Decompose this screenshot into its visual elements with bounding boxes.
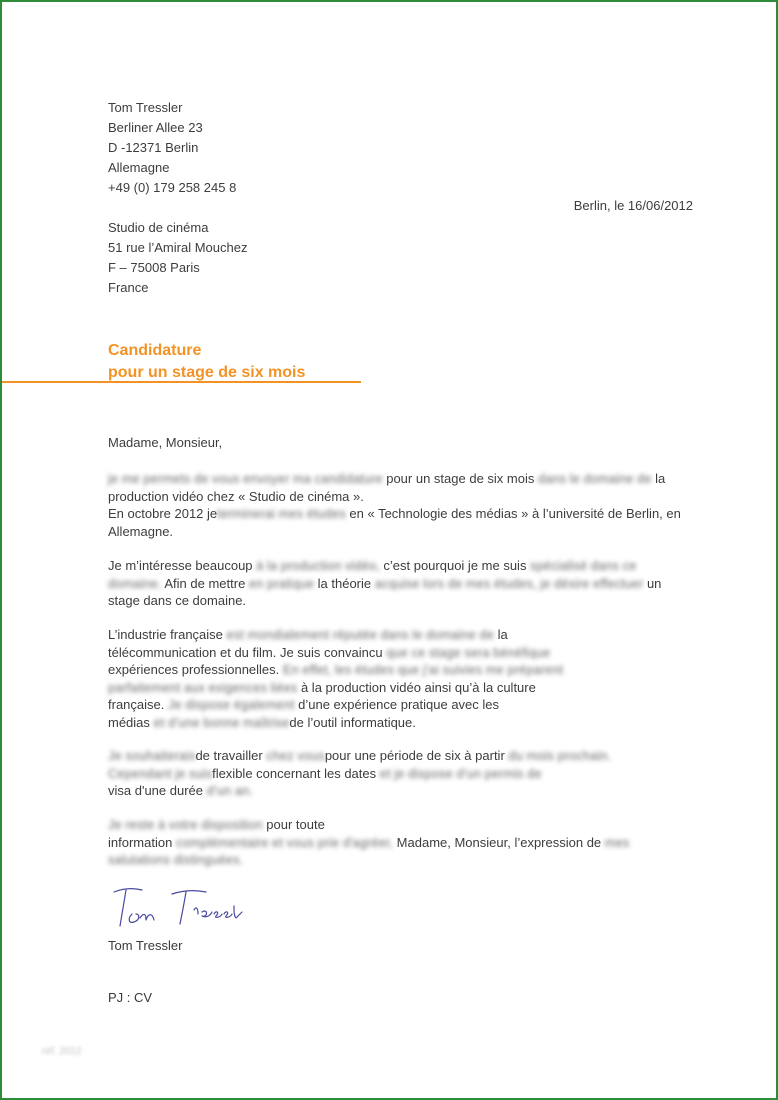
enclosure-note: PJ : CV [108,990,153,1005]
p3-text-e: à la production vidéo ainsi qu’à la culture [300,679,536,695]
p3-text-i: de l’outil informatique. [289,714,416,730]
p1-text-a: pour un stage de six mois [386,471,535,486]
p3-text-c: télécommunication et du film. Je suis convaincu [108,644,383,660]
recipient-address [108,218,247,298]
footer-watermark: ref. 2012 [42,1046,82,1057]
recipient-street: 51 rue l’Amiral Mouchez [108,240,248,255]
handwritten-signature [110,884,245,932]
p5-text-b: information [108,834,173,850]
p2-text-d: la théorie [317,575,372,591]
sender-street: Berliner Allee 23 [108,120,203,135]
paragraph-3: L’industrie française est mondialement réputée dans le domaine de la télécommunication et du film. Je suis convaincu que ce stage sera bénéfique expériences professionnelles. En effet, les études que j’ai suivies me préparent parfaitement aux exigences liées à la production vidéo ainsi qu’à la culture française. Je dispose également d’une expérience pratique avec les médias et d’une bonne maîtrisede l’outil informatique. [108,627,564,730]
p2-text-b: c’est pourquoi je me suis [383,558,527,573]
recipient-name: Studio de cinéma [108,220,209,235]
letter-date: Berlin, le 16/06/2012 [573,198,693,213]
p5-text-a: pour toute [266,817,325,832]
p1-text-d: En octobre 2012 je [108,506,218,521]
p2-text-a: Je m’intéresse beaucoup [108,558,253,573]
p3-text-h: médias [108,714,150,730]
p2-text-f: stage dans ce domaine. [108,593,247,608]
p1-text-c: production vidéo chez « Studio de cinéma ». [108,488,364,504]
sender-phone: +49 (0) 179 258 245 8 [108,180,237,195]
p3-text-a: L’industrie française [108,627,223,642]
p1-text-e: en « Technologie des médias » à l’université de Berlin, en [349,506,681,521]
paragraph-1: je me permets de vous envoyer ma candidature pour un stage de six mois dans le domaine de la production vidéo chez « Studio de cinéma ». En octobre 2012 jeterminerai mes études en « Technologie des médias » à l’université de Berlin, en Allemagne. [108,471,681,539]
signature-name: Tom Tressler [108,938,183,953]
p3-text-d: expériences professionnelles. [108,662,280,677]
p2-text-c: Afin de mettre [164,575,246,591]
p3-text-g: d’une expérience pratique avec les [298,697,500,712]
subject-line-1: Candidature [108,342,202,359]
p2-text-e: un [646,575,662,591]
sender-country: Allemagne [108,160,170,175]
p3-text-f: française. [108,697,165,712]
paragraph-4: Je souhaiteraisde travailler chez vouspour une période de six à partir du mois prochain. Cependant je suisflexible concernant les dates et je dispose d’un permis de visa d'une durée d’un an. [108,748,612,798]
sender-address [108,98,236,198]
sender-name: Tom Tressler [108,100,183,115]
subject-underline [2,381,361,383]
recipient-country: France [108,280,149,295]
p3-text-b: la [497,627,508,642]
paragraph-5: Je reste à votre disposition pour toute information complémentaire et vous prie d'agréer, Madame, Monsieur, l’expression de mes salutations distinguées. [108,817,630,867]
sender-city: D -12371 Berlin [108,140,199,155]
subject-heading [108,340,305,384]
recipient-city: F – 75008 Paris [108,260,200,275]
p4-text-b: pour une période de six à partir [324,748,505,763]
salutation: Madame, Monsieur, [108,435,223,450]
p4-text-a: de travailler [195,748,263,763]
paragraph-2: Je m’intéresse beaucoup à la production vidéo, c’est pourquoi je me suis spécialisé dans ce domaine. Afin de mettre en pratique la théorie acquise lors de mes études, je désire effectuer un stage dans ce domaine. [108,558,662,608]
p5-text-c: Madame, Monsieur, l’expression de [396,834,602,850]
p1-text-b: la [655,471,666,486]
subject-line-2: pour un stage de six mois [108,364,306,381]
p4-text-d: visa d'une durée [108,783,203,798]
p4-text-c: flexible concernant les dates [212,765,377,781]
p1-text-f: Allemagne. [108,523,174,539]
